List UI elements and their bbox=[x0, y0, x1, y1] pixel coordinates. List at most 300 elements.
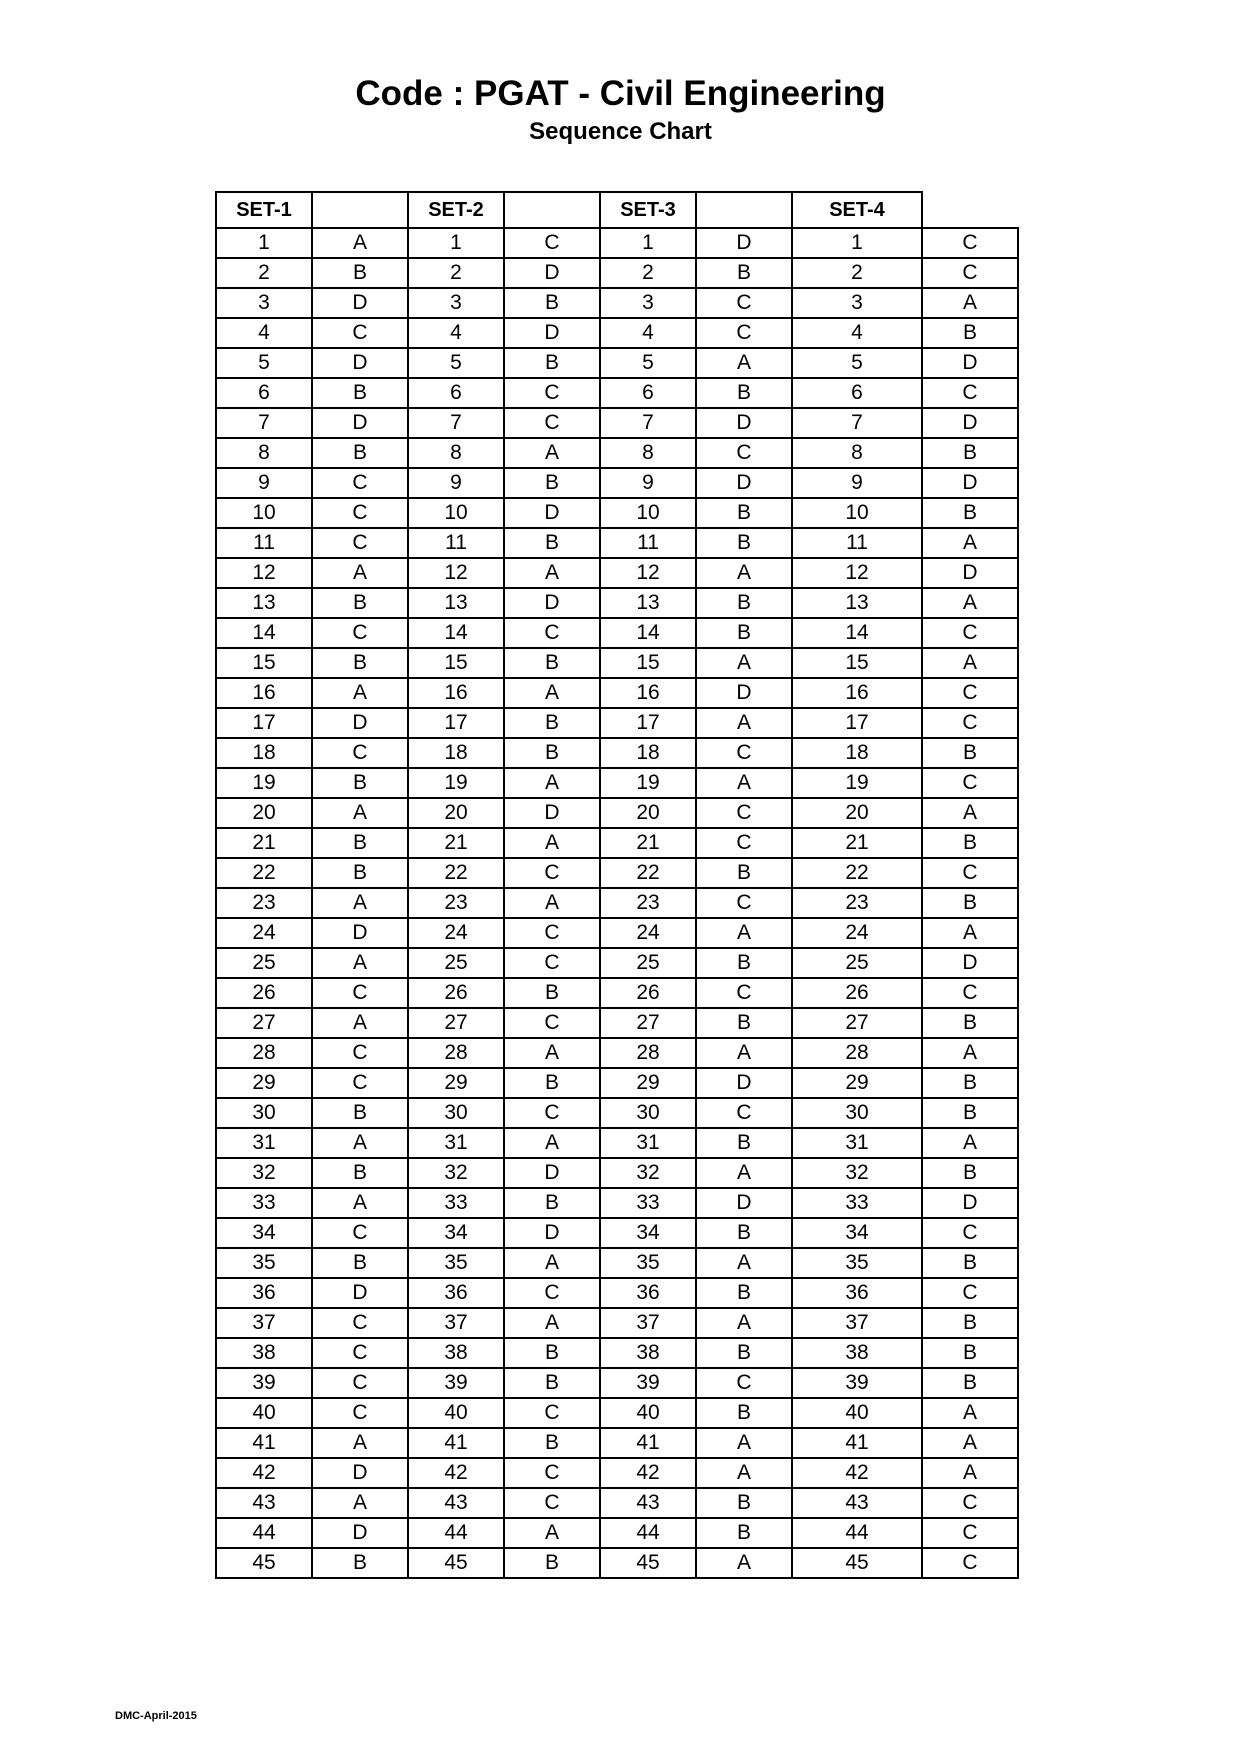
footer-code: DMC-April-2015 bbox=[115, 1710, 197, 1722]
question-number-set-3: 8 bbox=[600, 438, 696, 468]
table-row bbox=[216, 1098, 1018, 1128]
table-row bbox=[216, 1188, 1018, 1218]
question-number-set-4: 37 bbox=[792, 1308, 922, 1338]
question-number-set-3: 7 bbox=[600, 408, 696, 438]
answer-set-3: C bbox=[696, 828, 792, 858]
answer-set-2: D bbox=[504, 318, 600, 348]
answer-set-4: D bbox=[922, 948, 1018, 978]
table-row bbox=[216, 378, 1018, 408]
question-number-set-4: 32 bbox=[792, 1158, 922, 1188]
answer-set-3: B bbox=[696, 1218, 792, 1248]
question-number-set-3: 29 bbox=[600, 1068, 696, 1098]
question-number-set-1: 1 bbox=[216, 228, 312, 258]
answer-set-3: B bbox=[696, 1518, 792, 1548]
question-number-set-3: 36 bbox=[600, 1278, 696, 1308]
question-number-set-2: 5 bbox=[408, 348, 504, 378]
answer-set-2: C bbox=[504, 618, 600, 648]
question-number-set-1: 33 bbox=[216, 1188, 312, 1218]
answer-set-3: C bbox=[696, 888, 792, 918]
table-row bbox=[216, 858, 1018, 888]
answer-set-4: D bbox=[922, 1188, 1018, 1218]
answer-set-4: C bbox=[922, 708, 1018, 738]
question-number-set-1: 4 bbox=[216, 318, 312, 348]
answer-set-1: C bbox=[312, 318, 408, 348]
answer-set-4: B bbox=[922, 1338, 1018, 1368]
question-number-set-1: 30 bbox=[216, 1098, 312, 1128]
table-row bbox=[216, 348, 1018, 378]
question-number-set-3: 21 bbox=[600, 828, 696, 858]
answer-set-1: C bbox=[312, 1068, 408, 1098]
question-number-set-1: 44 bbox=[216, 1518, 312, 1548]
answer-set-4: D bbox=[922, 348, 1018, 378]
question-number-set-3: 32 bbox=[600, 1158, 696, 1188]
question-number-set-1: 20 bbox=[216, 798, 312, 828]
question-number-set-2: 25 bbox=[408, 948, 504, 978]
question-number-set-3: 40 bbox=[600, 1398, 696, 1428]
answer-set-3: C bbox=[696, 288, 792, 318]
answer-set-2: C bbox=[504, 1488, 600, 1518]
table-row bbox=[216, 1428, 1018, 1458]
table-row bbox=[216, 1278, 1018, 1308]
table-row bbox=[216, 768, 1018, 798]
page-subtitle: Sequence Chart bbox=[529, 118, 712, 145]
answer-set-4: C bbox=[922, 1488, 1018, 1518]
answer-set-1: D bbox=[312, 708, 408, 738]
answer-set-3: B bbox=[696, 858, 792, 888]
answer-set-3: B bbox=[696, 528, 792, 558]
question-number-set-1: 24 bbox=[216, 918, 312, 948]
table-row bbox=[216, 1518, 1018, 1548]
question-number-set-4: 44 bbox=[792, 1518, 922, 1548]
question-number-set-4: 16 bbox=[792, 678, 922, 708]
question-number-set-4: 6 bbox=[792, 378, 922, 408]
table-row bbox=[216, 1398, 1018, 1428]
answer-set-4: A bbox=[922, 528, 1018, 558]
answer-set-4: A bbox=[922, 648, 1018, 678]
answer-set-3: C bbox=[696, 738, 792, 768]
question-number-set-3: 17 bbox=[600, 708, 696, 738]
answer-set-3: D bbox=[696, 678, 792, 708]
question-number-set-4: 19 bbox=[792, 768, 922, 798]
question-number-set-2: 28 bbox=[408, 1038, 504, 1068]
question-number-set-2: 44 bbox=[408, 1518, 504, 1548]
answer-set-3: A bbox=[696, 768, 792, 798]
question-number-set-1: 40 bbox=[216, 1398, 312, 1428]
question-number-set-2: 35 bbox=[408, 1248, 504, 1278]
answer-set-3: B bbox=[696, 1398, 792, 1428]
question-number-set-1: 31 bbox=[216, 1128, 312, 1158]
table-row bbox=[216, 318, 1018, 348]
question-number-set-2: 16 bbox=[408, 678, 504, 708]
answer-set-1: A bbox=[312, 1128, 408, 1158]
answer-set-2: B bbox=[504, 468, 600, 498]
question-number-set-4: 40 bbox=[792, 1398, 922, 1428]
answer-set-4: C bbox=[922, 258, 1018, 288]
table-row bbox=[216, 438, 1018, 468]
answer-set-2: C bbox=[504, 1098, 600, 1128]
question-number-set-2: 38 bbox=[408, 1338, 504, 1368]
question-number-set-3: 37 bbox=[600, 1308, 696, 1338]
answer-set-2: C bbox=[504, 1398, 600, 1428]
question-number-set-3: 3 bbox=[600, 288, 696, 318]
answer-set-1: A bbox=[312, 888, 408, 918]
question-number-set-4: 21 bbox=[792, 828, 922, 858]
answer-set-3: A bbox=[696, 708, 792, 738]
question-number-set-2: 23 bbox=[408, 888, 504, 918]
question-number-set-1: 25 bbox=[216, 948, 312, 978]
table-row bbox=[216, 948, 1018, 978]
answer-set-1: B bbox=[312, 768, 408, 798]
answer-set-1: B bbox=[312, 648, 408, 678]
answer-set-4: A bbox=[922, 798, 1018, 828]
set-3-answer-header bbox=[696, 192, 792, 228]
answer-set-1: C bbox=[312, 1338, 408, 1368]
question-number-set-2: 40 bbox=[408, 1398, 504, 1428]
question-number-set-4: 45 bbox=[792, 1548, 922, 1578]
question-number-set-4: 34 bbox=[792, 1218, 922, 1248]
question-number-set-4: 18 bbox=[792, 738, 922, 768]
answer-set-4: B bbox=[922, 1008, 1018, 1038]
answer-set-1: C bbox=[312, 978, 408, 1008]
answer-set-1: D bbox=[312, 1518, 408, 1548]
answer-set-2: A bbox=[504, 1308, 600, 1338]
question-number-set-2: 32 bbox=[408, 1158, 504, 1188]
answer-set-3: C bbox=[696, 798, 792, 828]
question-number-set-4: 39 bbox=[792, 1368, 922, 1398]
question-number-set-4: 15 bbox=[792, 648, 922, 678]
answer-set-1: B bbox=[312, 258, 408, 288]
answer-set-4: B bbox=[922, 828, 1018, 858]
question-number-set-2: 30 bbox=[408, 1098, 504, 1128]
answer-set-3: B bbox=[696, 1488, 792, 1518]
answer-set-1: A bbox=[312, 1188, 408, 1218]
answer-set-2: C bbox=[504, 1008, 600, 1038]
answer-set-3: B bbox=[696, 1008, 792, 1038]
question-number-set-4: 1 bbox=[792, 228, 922, 258]
answer-set-1: C bbox=[312, 498, 408, 528]
answer-set-1: C bbox=[312, 1038, 408, 1068]
question-number-set-2: 9 bbox=[408, 468, 504, 498]
question-number-set-3: 39 bbox=[600, 1368, 696, 1398]
sequence-chart-table bbox=[215, 191, 1019, 1579]
question-number-set-3: 20 bbox=[600, 798, 696, 828]
question-number-set-4: 30 bbox=[792, 1098, 922, 1128]
question-number-set-1: 37 bbox=[216, 1308, 312, 1338]
answer-set-1: C bbox=[312, 618, 408, 648]
question-number-set-2: 6 bbox=[408, 378, 504, 408]
answer-set-4: C bbox=[922, 858, 1018, 888]
question-number-set-4: 20 bbox=[792, 798, 922, 828]
answer-set-1: A bbox=[312, 228, 408, 258]
answer-set-1: D bbox=[312, 918, 408, 948]
question-number-set-3: 34 bbox=[600, 1218, 696, 1248]
table-row bbox=[216, 408, 1018, 438]
answer-set-4: B bbox=[922, 1368, 1018, 1398]
question-number-set-4: 38 bbox=[792, 1338, 922, 1368]
answer-set-2: A bbox=[504, 888, 600, 918]
question-number-set-2: 45 bbox=[408, 1548, 504, 1578]
answer-set-2: A bbox=[504, 1518, 600, 1548]
table-row bbox=[216, 498, 1018, 528]
question-number-set-3: 19 bbox=[600, 768, 696, 798]
answer-set-2: B bbox=[504, 978, 600, 1008]
answer-set-3: D bbox=[696, 468, 792, 498]
table-row bbox=[216, 588, 1018, 618]
answer-set-4: C bbox=[922, 378, 1018, 408]
page-title: Code : PGAT - Civil Engineering bbox=[355, 74, 886, 113]
question-number-set-2: 15 bbox=[408, 648, 504, 678]
question-number-set-4: 29 bbox=[792, 1068, 922, 1098]
answer-set-2: D bbox=[504, 798, 600, 828]
answer-set-2: B bbox=[504, 288, 600, 318]
question-number-set-1: 3 bbox=[216, 288, 312, 318]
question-number-set-4: 5 bbox=[792, 348, 922, 378]
answer-set-4: D bbox=[922, 558, 1018, 588]
answer-set-3: A bbox=[696, 558, 792, 588]
answer-set-4: A bbox=[922, 1038, 1018, 1068]
answer-set-3: C bbox=[696, 978, 792, 1008]
table-row bbox=[216, 648, 1018, 678]
question-number-set-2: 3 bbox=[408, 288, 504, 318]
answer-set-2: A bbox=[504, 1128, 600, 1158]
question-number-set-1: 14 bbox=[216, 618, 312, 648]
question-number-set-1: 18 bbox=[216, 738, 312, 768]
question-number-set-2: 2 bbox=[408, 258, 504, 288]
table-row bbox=[216, 1128, 1018, 1158]
question-number-set-3: 10 bbox=[600, 498, 696, 528]
answer-set-3: C bbox=[696, 318, 792, 348]
question-number-set-1: 19 bbox=[216, 768, 312, 798]
set-2-answer-header bbox=[504, 192, 600, 228]
answer-set-3: A bbox=[696, 1548, 792, 1578]
answer-set-3: D bbox=[696, 1068, 792, 1098]
answer-set-1: B bbox=[312, 858, 408, 888]
question-number-set-3: 25 bbox=[600, 948, 696, 978]
question-number-set-3: 11 bbox=[600, 528, 696, 558]
question-number-set-4: 33 bbox=[792, 1188, 922, 1218]
answer-set-4: B bbox=[922, 1248, 1018, 1278]
table-row bbox=[216, 558, 1018, 588]
answer-set-2: B bbox=[504, 1188, 600, 1218]
answer-set-2: B bbox=[504, 738, 600, 768]
question-number-set-1: 7 bbox=[216, 408, 312, 438]
answer-set-1: A bbox=[312, 558, 408, 588]
question-number-set-4: 27 bbox=[792, 1008, 922, 1038]
question-number-set-2: 36 bbox=[408, 1278, 504, 1308]
answer-set-3: D bbox=[696, 228, 792, 258]
answer-set-4: A bbox=[922, 588, 1018, 618]
table-row bbox=[216, 1008, 1018, 1038]
answer-set-4: B bbox=[922, 1158, 1018, 1188]
question-number-set-3: 38 bbox=[600, 1338, 696, 1368]
answer-set-1: B bbox=[312, 438, 408, 468]
question-number-set-1: 23 bbox=[216, 888, 312, 918]
answer-set-1: B bbox=[312, 1548, 408, 1578]
answer-set-3: A bbox=[696, 1038, 792, 1068]
question-number-set-4: 17 bbox=[792, 708, 922, 738]
set-4-answer-header bbox=[922, 192, 1018, 228]
answer-set-2: C bbox=[504, 948, 600, 978]
table-row bbox=[216, 1338, 1018, 1368]
answer-set-4: C bbox=[922, 1278, 1018, 1308]
question-number-set-1: 43 bbox=[216, 1488, 312, 1518]
question-number-set-3: 4 bbox=[600, 318, 696, 348]
question-number-set-1: 21 bbox=[216, 828, 312, 858]
question-number-set-3: 45 bbox=[600, 1548, 696, 1578]
question-number-set-4: 25 bbox=[792, 948, 922, 978]
table-row bbox=[216, 738, 1018, 768]
question-number-set-4: 2 bbox=[792, 258, 922, 288]
question-number-set-1: 29 bbox=[216, 1068, 312, 1098]
answer-set-2: C bbox=[504, 378, 600, 408]
answer-set-2: D bbox=[504, 498, 600, 528]
table-row bbox=[216, 288, 1018, 318]
question-number-set-3: 9 bbox=[600, 468, 696, 498]
table-row bbox=[216, 1368, 1018, 1398]
answer-set-1: C bbox=[312, 1368, 408, 1398]
question-number-set-3: 13 bbox=[600, 588, 696, 618]
answer-set-2: A bbox=[504, 828, 600, 858]
answer-set-4: C bbox=[922, 978, 1018, 1008]
question-number-set-4: 4 bbox=[792, 318, 922, 348]
question-number-set-2: 42 bbox=[408, 1458, 504, 1488]
answer-set-4: B bbox=[922, 318, 1018, 348]
answer-set-1: A bbox=[312, 798, 408, 828]
question-number-set-2: 7 bbox=[408, 408, 504, 438]
question-number-set-3: 22 bbox=[600, 858, 696, 888]
table-row bbox=[216, 468, 1018, 498]
answer-set-3: A bbox=[696, 1458, 792, 1488]
answer-set-4: C bbox=[922, 618, 1018, 648]
question-number-set-2: 26 bbox=[408, 978, 504, 1008]
question-number-set-1: 2 bbox=[216, 258, 312, 288]
question-number-set-3: 33 bbox=[600, 1188, 696, 1218]
question-number-set-3: 18 bbox=[600, 738, 696, 768]
table-row bbox=[216, 618, 1018, 648]
answer-set-1: A bbox=[312, 678, 408, 708]
question-number-set-2: 41 bbox=[408, 1428, 504, 1458]
question-number-set-3: 23 bbox=[600, 888, 696, 918]
question-number-set-3: 42 bbox=[600, 1458, 696, 1488]
answer-set-2: C bbox=[504, 1278, 600, 1308]
table-header-row bbox=[216, 192, 1018, 228]
answer-set-3: B bbox=[696, 618, 792, 648]
question-number-set-1: 45 bbox=[216, 1548, 312, 1578]
question-number-set-2: 34 bbox=[408, 1218, 504, 1248]
question-number-set-2: 4 bbox=[408, 318, 504, 348]
table-row bbox=[216, 1218, 1018, 1248]
answer-set-3: A bbox=[696, 1158, 792, 1188]
question-number-set-4: 35 bbox=[792, 1248, 922, 1278]
question-number-set-2: 27 bbox=[408, 1008, 504, 1038]
question-number-set-2: 29 bbox=[408, 1068, 504, 1098]
question-number-set-4: 11 bbox=[792, 528, 922, 558]
answer-set-1: B bbox=[312, 1248, 408, 1278]
question-number-set-4: 41 bbox=[792, 1428, 922, 1458]
question-number-set-3: 14 bbox=[600, 618, 696, 648]
answer-set-4: C bbox=[922, 1518, 1018, 1548]
answer-set-3: D bbox=[696, 1188, 792, 1218]
table-row bbox=[216, 888, 1018, 918]
sequence-chart-body bbox=[216, 192, 1018, 1578]
answer-set-1: D bbox=[312, 1458, 408, 1488]
answer-set-4: D bbox=[922, 408, 1018, 438]
answer-set-2: C bbox=[504, 1458, 600, 1488]
question-number-set-1: 26 bbox=[216, 978, 312, 1008]
answer-set-4: C bbox=[922, 1548, 1018, 1578]
answer-set-3: B bbox=[696, 378, 792, 408]
question-number-set-1: 10 bbox=[216, 498, 312, 528]
question-number-set-2: 20 bbox=[408, 798, 504, 828]
question-number-set-1: 42 bbox=[216, 1458, 312, 1488]
answer-set-3: A bbox=[696, 348, 792, 378]
question-number-set-2: 14 bbox=[408, 618, 504, 648]
table-row bbox=[216, 1548, 1018, 1578]
answer-set-3: A bbox=[696, 918, 792, 948]
question-number-set-3: 27 bbox=[600, 1008, 696, 1038]
answer-set-2: B bbox=[504, 1338, 600, 1368]
question-number-set-4: 13 bbox=[792, 588, 922, 618]
set-2-header: SET-2 bbox=[408, 192, 504, 228]
question-number-set-2: 1 bbox=[408, 228, 504, 258]
question-number-set-1: 13 bbox=[216, 588, 312, 618]
answer-set-2: B bbox=[504, 708, 600, 738]
question-number-set-1: 8 bbox=[216, 438, 312, 468]
answer-set-2: A bbox=[504, 438, 600, 468]
answer-set-4: A bbox=[922, 918, 1018, 948]
table-row bbox=[216, 918, 1018, 948]
answer-set-4: B bbox=[922, 738, 1018, 768]
answer-set-2: B bbox=[504, 528, 600, 558]
answer-set-3: B bbox=[696, 498, 792, 528]
question-number-set-2: 22 bbox=[408, 858, 504, 888]
table-row bbox=[216, 828, 1018, 858]
answer-set-1: D bbox=[312, 408, 408, 438]
question-number-set-2: 21 bbox=[408, 828, 504, 858]
question-number-set-3: 1 bbox=[600, 228, 696, 258]
answer-set-2: C bbox=[504, 918, 600, 948]
answer-set-4: A bbox=[922, 1398, 1018, 1428]
question-number-set-1: 6 bbox=[216, 378, 312, 408]
table-row bbox=[216, 978, 1018, 1008]
answer-set-4: B bbox=[922, 1308, 1018, 1338]
answer-set-1: A bbox=[312, 1008, 408, 1038]
set-4-header: SET-4 bbox=[792, 192, 922, 228]
question-number-set-3: 35 bbox=[600, 1248, 696, 1278]
answer-set-4: B bbox=[922, 888, 1018, 918]
table-row bbox=[216, 1068, 1018, 1098]
answer-set-1: A bbox=[312, 948, 408, 978]
answer-set-3: B bbox=[696, 1338, 792, 1368]
table-row bbox=[216, 258, 1018, 288]
answer-set-2: D bbox=[504, 588, 600, 618]
table-row bbox=[216, 798, 1018, 828]
question-number-set-4: 12 bbox=[792, 558, 922, 588]
table-row bbox=[216, 1248, 1018, 1278]
question-number-set-4: 31 bbox=[792, 1128, 922, 1158]
answer-set-1: B bbox=[312, 828, 408, 858]
set-3-header: SET-3 bbox=[600, 192, 696, 228]
answer-set-3: C bbox=[696, 1368, 792, 1398]
question-number-set-3: 31 bbox=[600, 1128, 696, 1158]
answer-set-1: B bbox=[312, 1098, 408, 1128]
answer-set-2: B bbox=[504, 1068, 600, 1098]
question-number-set-4: 8 bbox=[792, 438, 922, 468]
question-number-set-1: 15 bbox=[216, 648, 312, 678]
answer-set-4: A bbox=[922, 288, 1018, 318]
question-number-set-2: 43 bbox=[408, 1488, 504, 1518]
answer-set-3: A bbox=[696, 1428, 792, 1458]
